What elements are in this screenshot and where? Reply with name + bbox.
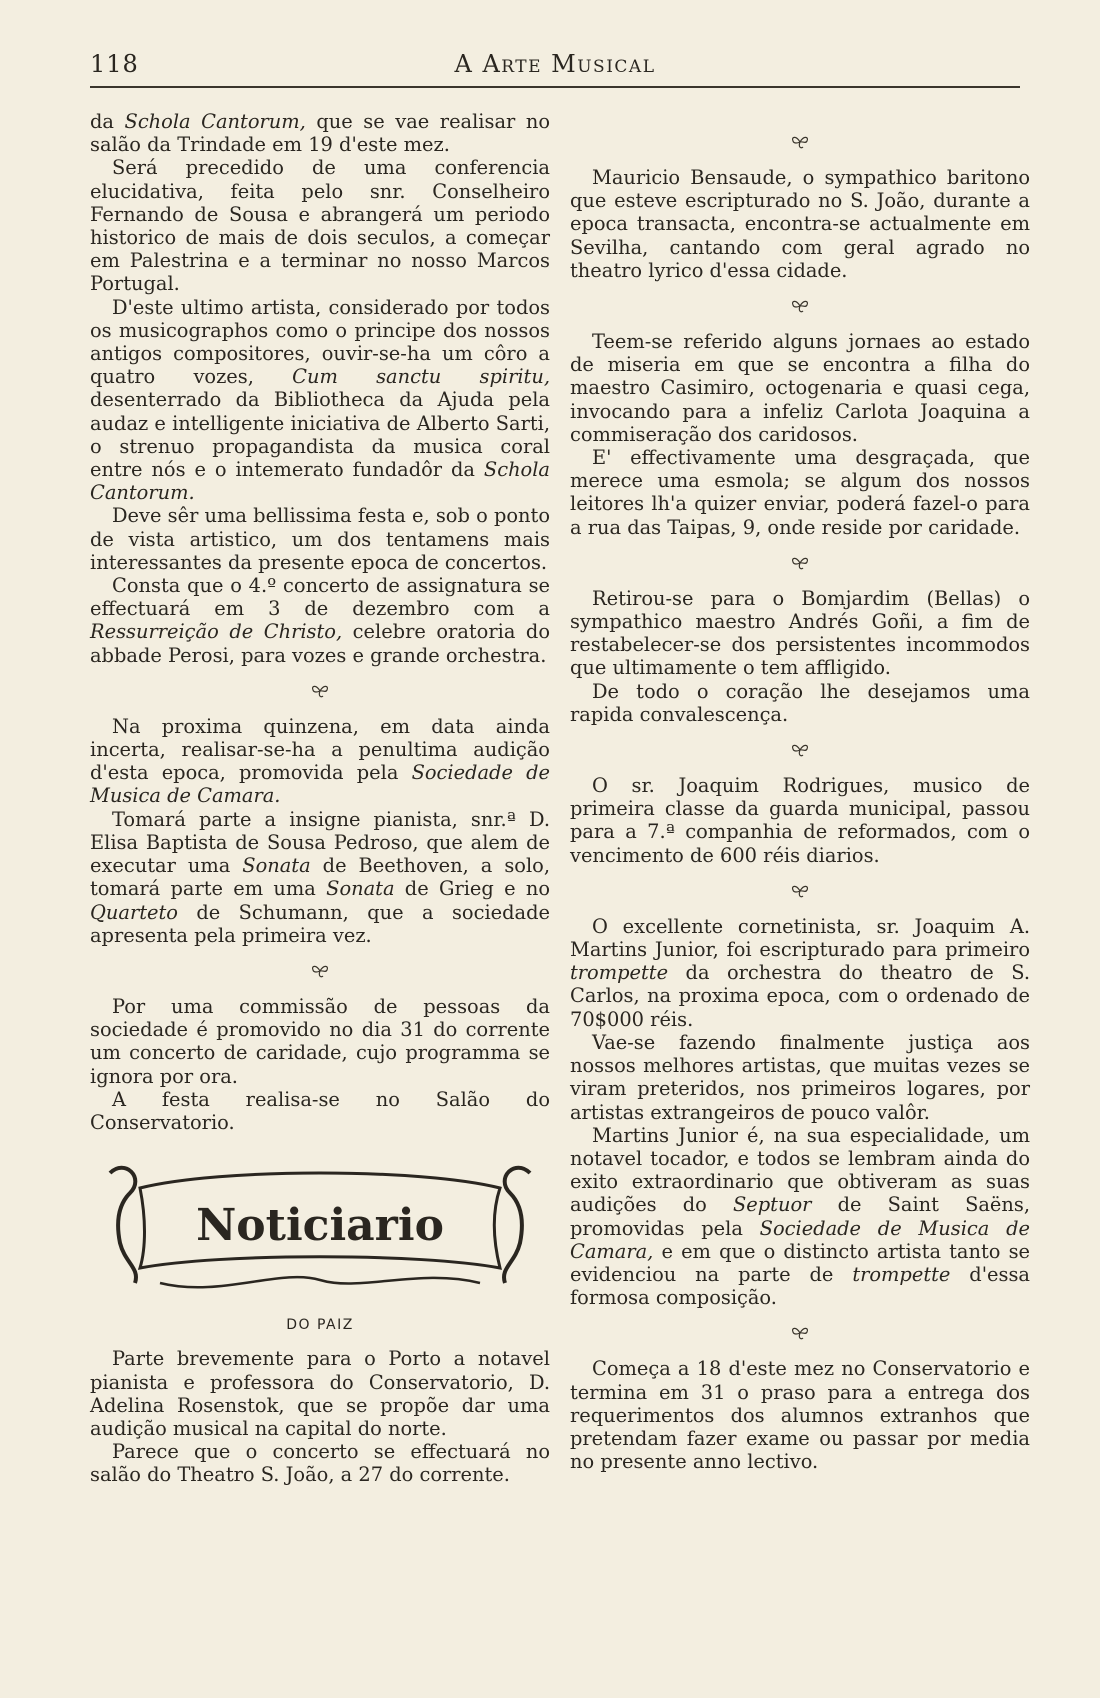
paragraph: De todo o coração lhe desejamos uma rapida convalescença.: [570, 679, 1030, 726]
paragraph: Será precedido de uma conferencia elucidativa, feita pelo snr. Conselheiro Fernando de Sousa e abrangerá um periodo historico de mais de dois seculos, a começar em Palestrina e a terminar no nosso Marcos Portugal.: [90, 156, 550, 296]
paragraph: O sr. Joaquim Rodrigues, musico de primeira classe da guarda municipal, passou para a 7.ª companhia de reformados, com o vencimento de 600 réis diarios.: [570, 774, 1030, 867]
right-column: [570, 126, 1030, 1473]
paragraph: D'este ultimo artista, considerado por todos os musicographos como o principe dos nossos antigos compositores, ouvir-se-ha um côro a quatro vozes, Cum sanctu spiritu, desenterrado da Bibliotheca da Ajuda pela audaz e intelligente iniciativa de Alberto Sarti, o strenuo propagandista da musica coral entre nós e o intemerato fundadôr da Schola Cantorum.: [90, 295, 550, 505]
banner-swash: [160, 1277, 480, 1287]
paragraph: da Schola Cantorum, que se vae realisar no salão da Trindade em 19 d'este mez.: [90, 110, 550, 157]
paragraph: O excellente cornetinista, sr. Joaquim A. Martins Junior, foi escripturado para primeiro trompette da orchestra do theatro de S. Carlos, na proxima epoca, com o ordenado de 70$000 réis.: [570, 914, 1030, 1031]
ornament-icon: [570, 290, 1030, 320]
journal-title: A Arte Musical: [454, 50, 656, 78]
paragraph: E' effectivamente uma desgraçada, que merece uma esmola; se algum dos nossos leitores lh'a quizer enviar, poderá fazel-o para a rua das Taipas, 9, onde reside por caridade.: [570, 446, 1030, 539]
paragraph: Na proxima quinzena, em data ainda incerta, realisar-se-ha a penultima audição d'esta epoca, promovida pela Sociedade de Musica de Camara.: [90, 714, 550, 808]
paragraph: Por uma commissão de pessoas da sociedade é promovido no dia 31 do corrente um concerto de caridade, cujo programma se ignora por ora.: [90, 994, 550, 1088]
ornament-icon: [90, 955, 550, 985]
paragraph: Martins Junior é, na sua especialidade, um notavel tocador, e todos se lembram ainda do exito extraordinario que obtiveram as suas audições do Septuor de Saint Saëns, promovidas pela Sociedade de Musica de Camara, e em que o distincto artista tanto se evidenciou na parte de trompette d'essa formosa composição.: [570, 1123, 1030, 1310]
paragraph: Deve sêr uma bellissima festa e, sob o ponto de vista artistico, um dos tentamens mais interessantes da presente epoca de concertos.: [90, 504, 550, 574]
paragraph: Retirou-se para o Bomjardim (Bellas) o sympathico maestro Andrés Goñi, a fim de restabelecer-se dos persistentes incommodos que ultimamente o tem affligido.: [570, 586, 1030, 680]
paragraph: Parece que o concerto se effectuará no salão do Theatro S. João, a 27 do corrente.: [90, 1440, 550, 1487]
paragraph: Consta que o 4.º concerto de assignatura se effectuará em 3 de dezembro com a Ressurreição de Christo, celebre oratoria do abbade Perosi, para vozes e grande orchestra.: [90, 574, 550, 667]
paragraph: Teem-se referido alguns jornaes ao estado de miseria em que se encontra a filha do maestro Casimiro, octogenaria e quasi cega, invocando para a infeliz Carlota Joaquina a commiseração dos caridosos.: [570, 330, 1030, 446]
ornament-icon: [570, 875, 1030, 905]
section-subhead: DO PAIZ: [286, 1317, 354, 1334]
ornament-icon: [570, 547, 1030, 577]
ornament-icon: [570, 1317, 1030, 1347]
page-header: [90, 50, 1020, 78]
paragraph: A festa realisa-se no Salão do Conservatorio.: [90, 1087, 550, 1134]
noticiario-banner: [100, 1148, 540, 1308]
paragraph: Começa a 18 d'este mez no Conservatorio e termina em 31 o praso para a entrega dos requerimentos dos alumnos extranhos que pretendam fazer exame ou passar por media no presente anno lectivo.: [570, 1357, 1030, 1474]
banner-title: Noticiario: [196, 1200, 444, 1252]
banner-flourish-right: [504, 1168, 530, 1283]
paragraph: Vae-se fazendo finalmente justiça aos nossos melhores artistas, que muitas vezes se viram preteridos, nos primeiros logares, por artistas extrangeiros de pouco valôr.: [570, 1030, 1030, 1124]
banner-flourish-left: [110, 1168, 136, 1283]
ornament-icon: [570, 734, 1030, 764]
paragraph: Parte brevemente para o Porto a notavel pianista e professora do Conservatorio, D. Adelina Rosenstok, que se propõe dar uma audição musical na capital do norte.: [90, 1347, 550, 1440]
paragraph: Tomará parte a insigne pianista, snr.ª D. Elisa Baptista de Sousa Pedroso, que alem de executar uma Sonata de Beethoven, a solo, tomará parte em uma Sonata de Grieg e no Quarteto de Schumann, que a sociedade apresenta pela primeira vez.: [90, 807, 550, 947]
ornament-icon: [90, 675, 550, 705]
header-rule: [90, 86, 1020, 88]
left-column: [90, 110, 550, 1487]
paragraph: Mauricio Bensaude, o sympathico baritono que esteve escripturado no S. João, durante a epoca transacta, encontra-se actualmente em Sevilha, cantando com geral agrado no theatro lyrico d'essa cidade.: [570, 166, 1030, 282]
ornament-icon: [570, 126, 1030, 156]
page-number: 118: [90, 50, 139, 78]
